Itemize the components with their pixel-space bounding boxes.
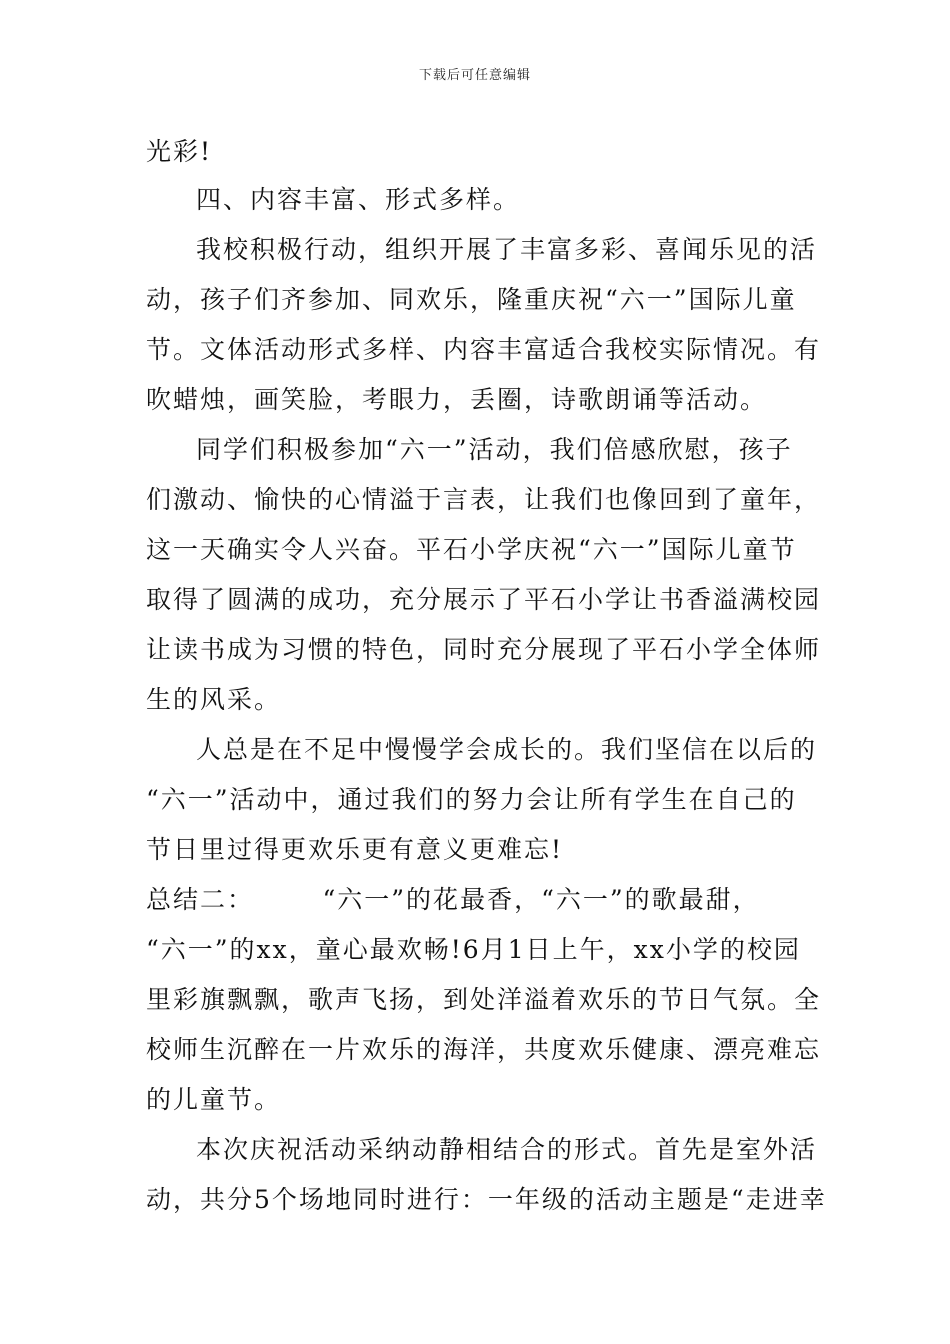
- text-line: 节。文体活动形式多样、内容丰富适合我校实际情况。有: [146, 335, 822, 364]
- text-line: 动，共分5个场地同时进行：一年级的活动主题是“走进幸: [146, 1185, 827, 1214]
- text-line: 本次庆祝活动采纳动静相结合的形式。首先是室外活: [196, 1135, 818, 1164]
- text-line: 里彩旗飘飘，歌声飞扬，到处洋溢着欢乐的节日气氛。全: [146, 985, 822, 1014]
- text-line: 人总是在不足中慢慢学会成长的。我们坚信在以后的: [196, 735, 818, 764]
- text-line: 光彩!: [146, 137, 213, 166]
- text-line: 生的风采。: [146, 685, 282, 714]
- text-line: 校师生沉醉在一片欢乐的海洋，共度欢乐健康、漂亮难忘: [146, 1035, 822, 1064]
- text-line: 吹蜡烛，画笑脸，考眼力，丢圈，诗歌朗诵等活动。: [146, 385, 768, 414]
- text-line: “六一”活动中，通过我们的努力会让所有学生在自己的: [146, 785, 797, 814]
- text-line: 们激动、愉快的心情溢于言表，让我们也像回到了童年，: [146, 485, 822, 514]
- text-line: 取得了圆满的成功，充分展示了平石小学让书香溢满校园: [146, 585, 822, 614]
- section-heading: 四、内容丰富、形式多样。: [196, 185, 521, 214]
- text-line: 的儿童节。: [146, 1085, 282, 1114]
- text-line: 这一天确实令人兴奋。平石小学庆祝“六一”国际儿童节: [146, 535, 797, 564]
- page-header: 下载后可任意编辑: [418, 68, 531, 83]
- text-line: 让读书成为习惯的特色，同时充分展现了平石小学全体师: [146, 635, 822, 664]
- text-line: 节日里过得更欢乐更有意义更难忘!: [146, 835, 564, 864]
- text-line: 同学们积极参加“六一”活动，我们倍感欣慰，孩子: [196, 435, 793, 464]
- summary-two-heading: 总结二： “六一”的花最香，“六一”的歌最甜，: [146, 885, 760, 914]
- text-line: 我校积极行动，组织开展了丰富多彩、喜闻乐见的活: [196, 235, 818, 264]
- text-line: “六一”的xx，童心最欢畅!6月1日上午，xx小学的校园: [146, 935, 801, 964]
- text-line: 动，孩子们齐参加、同欢乐，隆重庆祝“六一”国际儿童: [146, 285, 797, 314]
